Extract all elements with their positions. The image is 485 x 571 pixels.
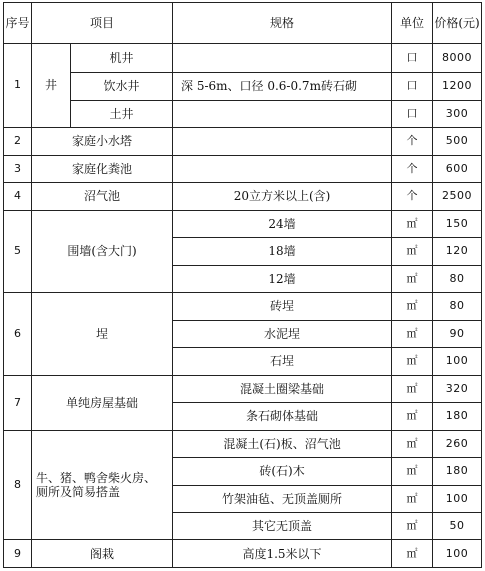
price-table — [3, 2, 482, 568]
row-spec: 石埕 — [173, 348, 392, 375]
row-no: 7 — [4, 375, 32, 430]
header-spec: 规格 — [173, 3, 392, 44]
row-no: 6 — [4, 293, 32, 375]
row-price: 300 — [433, 100, 482, 127]
header-row — [4, 3, 482, 44]
row-unit: 个 — [392, 183, 433, 210]
row-spec: 混凝土圈梁基础 — [173, 375, 392, 402]
row-item: 家庭小水塔 — [32, 128, 173, 155]
row-unit: ㎡ — [392, 375, 433, 402]
row-item-line2: 厕所及简易搭盖 — [36, 485, 121, 499]
table-row — [4, 100, 482, 127]
header-no-label: 序号 — [5, 15, 30, 30]
row-unit: ㎡ — [392, 512, 433, 539]
row-spec: 竹架油毡、无顶盖厕所 — [173, 485, 392, 512]
row-no: 4 — [4, 183, 32, 210]
row-price: 120 — [433, 238, 482, 265]
row-price: 150 — [433, 210, 482, 237]
header-price: 价格(元) — [433, 3, 482, 44]
row-price: 90 — [433, 320, 482, 347]
row-spec: 水泥埕 — [173, 320, 392, 347]
row-price: 100 — [433, 540, 482, 568]
table-row — [4, 540, 482, 568]
row-price: 8000 — [433, 43, 482, 73]
row-unit: ㎡ — [392, 540, 433, 568]
table-row — [4, 183, 482, 210]
row-price: 80 — [433, 265, 482, 292]
row-spec: 混凝土(石)板、沼气池 — [173, 430, 392, 457]
row-no: 5 — [4, 210, 32, 292]
table-row — [4, 43, 482, 73]
row-spec — [173, 43, 392, 73]
row-subitem: 土井 — [71, 100, 173, 127]
row-price: 180 — [433, 403, 482, 430]
row-price: 2500 — [433, 183, 482, 210]
row-spec: 条石砌体基础 — [173, 403, 392, 430]
row-item: 井 — [32, 43, 71, 127]
header-unit: 单位 — [392, 3, 433, 44]
table-row — [4, 375, 482, 402]
row-item: 家庭化粪池 — [32, 155, 173, 182]
row-spec — [173, 128, 392, 155]
row-unit: ㎡ — [392, 348, 433, 375]
row-unit: 个 — [392, 155, 433, 182]
row-no: 9 — [4, 540, 32, 568]
row-unit: 个 — [392, 128, 433, 155]
row-spec: 高度1.5米以下 — [173, 540, 392, 568]
table-row — [4, 430, 482, 457]
row-spec: 20立方米以上(含) — [173, 183, 392, 210]
row-spec: 砖埕 — [173, 293, 392, 320]
row-price: 1200 — [433, 73, 482, 100]
row-unit: ㎡ — [392, 430, 433, 457]
row-no: 3 — [4, 155, 32, 182]
row-spec: 18墙 — [173, 238, 392, 265]
row-spec: 12墙 — [173, 265, 392, 292]
row-unit: ㎡ — [392, 210, 433, 237]
row-item — [32, 430, 173, 540]
row-no: 8 — [4, 430, 32, 540]
row-spec: 砖(石)木 — [173, 458, 392, 485]
row-spec: 24墙 — [173, 210, 392, 237]
row-price: 100 — [433, 348, 482, 375]
row-unit: 口 — [392, 100, 433, 127]
table-row — [4, 155, 482, 182]
row-item: 阁栽 — [32, 540, 173, 568]
table-row — [4, 293, 482, 320]
row-spec: 其它无顶盖 — [173, 512, 392, 539]
table-row — [4, 128, 482, 155]
row-unit: ㎡ — [392, 458, 433, 485]
row-item: 埕 — [32, 293, 173, 375]
row-price: 80 — [433, 293, 482, 320]
table-row — [4, 210, 482, 237]
row-unit: ㎡ — [392, 403, 433, 430]
row-price: 50 — [433, 512, 482, 539]
row-subitem: 机井 — [71, 43, 173, 73]
row-unit: ㎡ — [392, 238, 433, 265]
row-subitem: 饮水井 — [71, 73, 173, 100]
row-no: 2 — [4, 128, 32, 155]
row-price: 600 — [433, 155, 482, 182]
row-item: 沼气池 — [32, 183, 173, 210]
row-price: 260 — [433, 430, 482, 457]
row-unit: ㎡ — [392, 485, 433, 512]
row-spec — [173, 155, 392, 182]
row-unit: ㎡ — [392, 293, 433, 320]
row-item: 围墙(含大门) — [32, 210, 173, 292]
row-no: 1 — [4, 43, 32, 127]
row-price: 500 — [433, 128, 482, 155]
table-row — [4, 73, 482, 100]
row-spec: 深 5-6m、口径 0.6-0.7m砖石砌 — [173, 73, 392, 100]
row-item: 单纯房屋基础 — [32, 375, 173, 430]
row-item-line1: 牛、猪、鸭舍柴火房、 — [36, 471, 157, 485]
row-spec — [173, 100, 392, 127]
row-price: 180 — [433, 458, 482, 485]
row-unit: ㎡ — [392, 265, 433, 292]
row-price: 100 — [433, 485, 482, 512]
row-unit: 口 — [392, 73, 433, 100]
row-unit: 口 — [392, 43, 433, 73]
row-price: 320 — [433, 375, 482, 402]
header-no — [4, 3, 32, 44]
header-item: 项目 — [32, 3, 173, 44]
row-unit: ㎡ — [392, 320, 433, 347]
